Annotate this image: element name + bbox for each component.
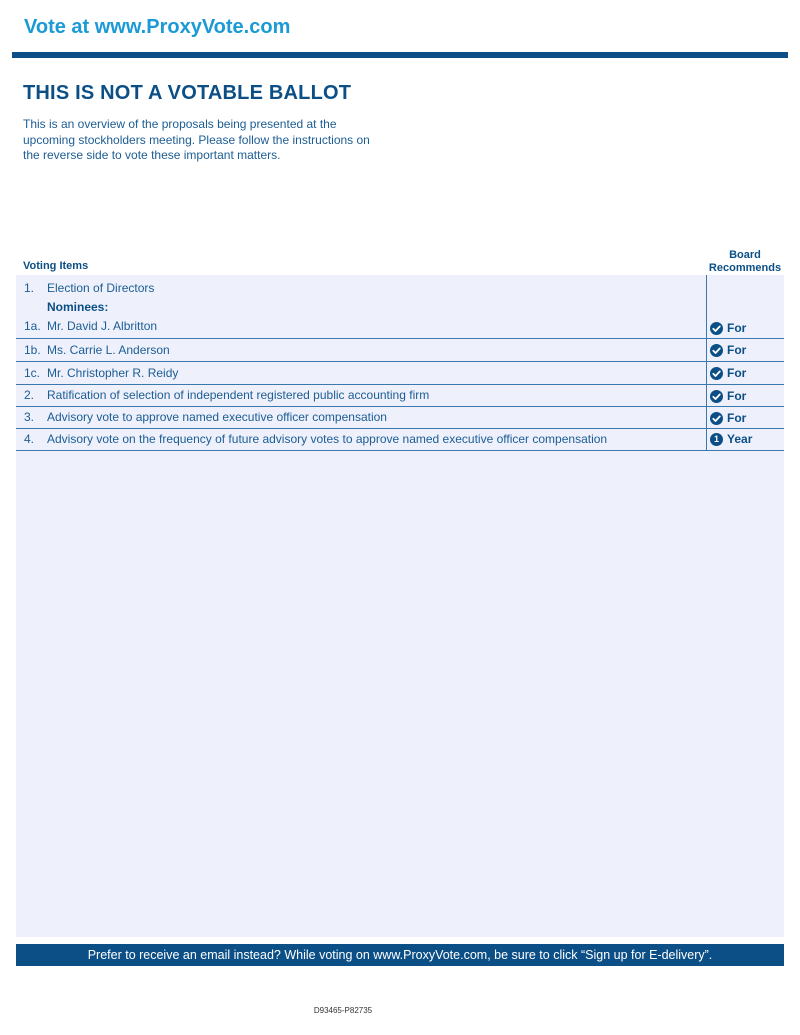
row-number: 1.	[24, 281, 35, 295]
check-circle-icon	[710, 367, 723, 380]
recommendation	[710, 389, 746, 403]
board-header-line1: Board	[729, 249, 761, 261]
intro-text: This is an overview of the proposals being presented at the upcoming stockholders meeting. Please follow the instructions on the reverse side to vote these important matters.	[23, 117, 370, 162]
recommendation-label: For	[727, 343, 747, 357]
board-recommends-header	[703, 249, 787, 274]
edelivery-banner: Prefer to receive an email instead? While voting on www.ProxyVote.com, be sure to click “Sign up for E-delivery”.	[16, 944, 784, 966]
recommendation-label: For	[727, 321, 747, 335]
recommendation-label: Year	[727, 432, 753, 446]
board-header-line2: Recommends	[708, 261, 782, 274]
row-text: Ratification of selection of independent registered public accounting firm	[47, 388, 430, 402]
table-row-1b	[16, 339, 784, 362]
number-one-circle-icon: 1	[710, 433, 723, 446]
recommendation-label: For	[727, 389, 747, 403]
recommendation	[710, 366, 746, 380]
recommendation-label: For	[727, 411, 747, 425]
nominees-label: Nominees:	[47, 300, 109, 314]
row-number: 1b.	[24, 343, 41, 357]
row-number: 1c.	[24, 366, 41, 380]
check-circle-icon	[710, 322, 723, 335]
check-circle-icon	[710, 390, 723, 403]
row-text: Mr. David J. Albritton	[47, 319, 158, 333]
page-title: THIS IS NOT A VOTABLE BALLOT	[23, 82, 352, 104]
row-number: 3.	[24, 410, 35, 424]
table-row-4	[16, 429, 784, 451]
table-row-3	[16, 407, 784, 429]
row-number: 2.	[24, 388, 35, 402]
row-text: Mr. Christopher R. Reidy	[47, 366, 179, 380]
table-row-1a	[16, 275, 784, 339]
row-text: Ms. Carrie L. Anderson	[47, 343, 170, 357]
row-text: Advisory vote on the frequency of future advisory votes to approve named executive officer compensation	[47, 432, 608, 446]
row-text: Election of Directors	[47, 281, 155, 295]
check-circle-icon	[710, 412, 723, 425]
row-text: Advisory vote to approve named executive officer compensation	[47, 410, 387, 424]
recommendation	[710, 321, 746, 335]
recommendation	[710, 411, 746, 425]
voting-items-header: Voting Items	[23, 260, 89, 272]
row-number: 1a.	[24, 319, 41, 333]
recommendation	[710, 343, 746, 357]
header-rule	[12, 52, 788, 58]
document-code: D93465-P82735	[313, 1006, 373, 1015]
recommendation-label: For	[727, 366, 747, 380]
row-number: 4.	[24, 432, 35, 446]
table-row-1c	[16, 362, 784, 385]
table-row-2	[16, 385, 784, 407]
proxyvote-link[interactable]: Vote at www.ProxyVote.com	[24, 16, 291, 38]
recommendation	[710, 432, 752, 446]
check-circle-icon	[710, 344, 723, 357]
